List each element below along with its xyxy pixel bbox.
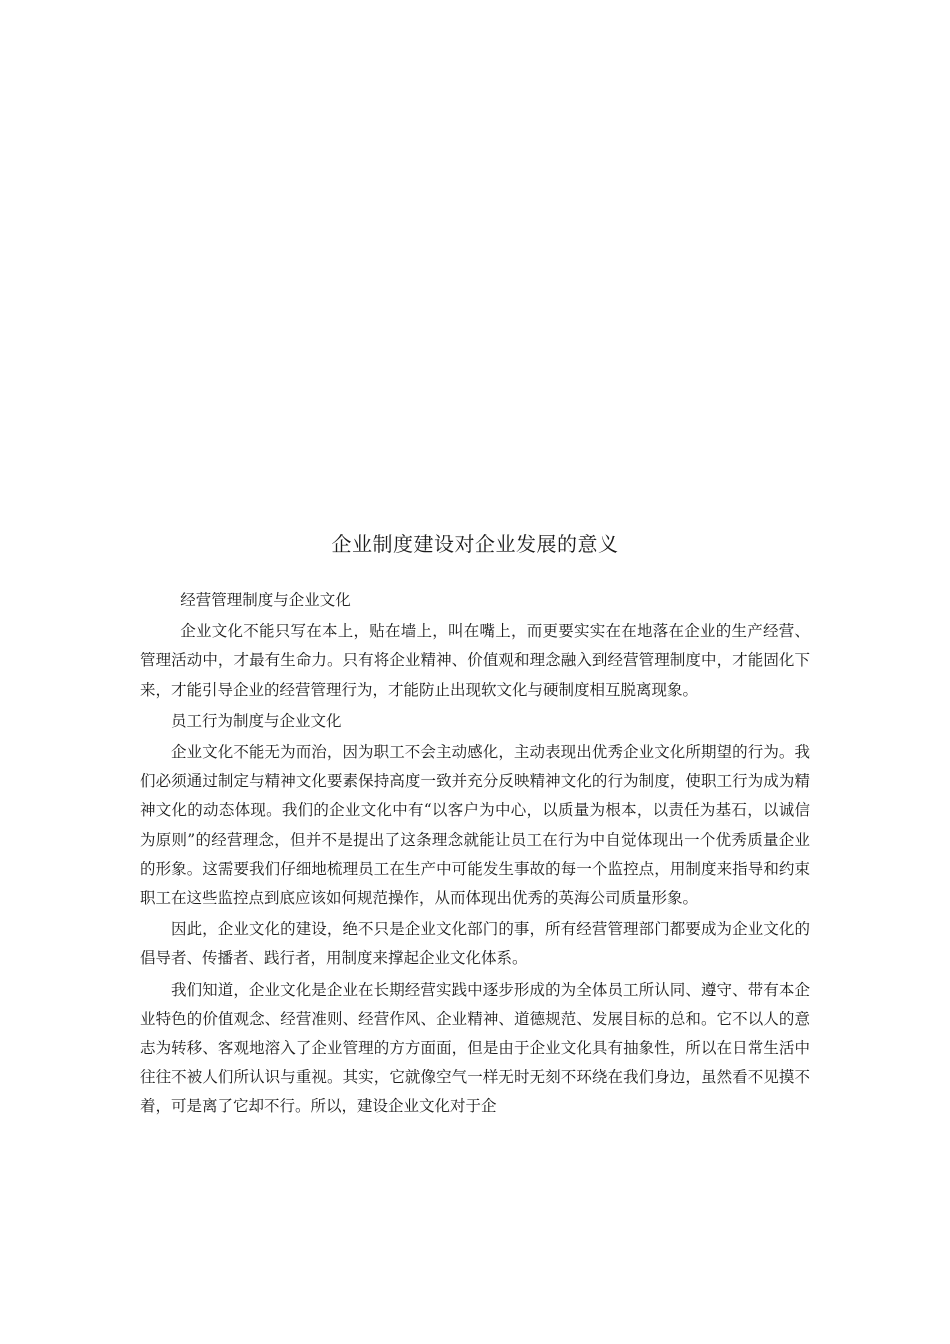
document-title: 企业制度建设对企业发展的意义 [331, 532, 619, 556]
paragraph-behavior-3: 我们知道，企业文化是企业在长期经营实践中逐步形成的为全体员工所认同、遵守、带有本企业特色的价值观念、经营准则、经营作风、企业精神、道德规范、发展目标的总和。它不以人的意志为转移、客观地溶入了企业管理的方方面面，但是由于企业文化具有抽象性，所以在日常生活中往往不被人们所认识与重视。其实，它就像空气一样无时无刻不环绕在我们身边，虽然看不见摸不着，可是离了它却不行。所以，建设企业文化对于企 [140, 980, 810, 1116]
section-heading-behavior: 员工行为制度与企业文化 [171, 711, 342, 730]
paragraph-behavior-1: 企业文化不能无为而治，因为职工不会主动感化，主动表现出优秀企业文化所期望的行为。我们必须通过制定与精神文化要素保持高度一致并充分反映精神文化的行为制度，使职工行为成为精神文化的动态体现。我们的企业文化中有“以客户为中心，以质量为根本，以责任为基石，以诚信为原则”的经营理念，但并不是提出了这条理念就能让员工在行为中自觉体现出一个优秀质量企业的形象。这需要我们仔细地梳理员工在生产中可能发生事故的每一个监控点，用制度来指导和约束职工在这些监控点到底应该如何规范操作，从而体现出优秀的英海公司质量形象。 [140, 743, 810, 908]
paragraph-management-1: 企业文化不能只写在本上，贴在墙上，叫在嘴上，而更要实实在在地落在企业的生产经营、管理活动中，才最有生命力。只有将企业精神、价值观和理念融入到经营管理制度中，才能固化下来，才能引导企业的经营管理行为，才能防止出现软文化与硬制度相互脱离现象。 [140, 622, 810, 699]
section-heading-management: 经营管理制度与企业文化 [180, 591, 351, 609]
document-body [140, 586, 810, 1124]
paragraph-behavior-2: 因此，企业文化的建设，绝不只是企业文化部门的事，所有经营管理部门都要成为企业文化的倡导者、传播者、践行者，用制度来撑起企业文化体系。 [140, 920, 810, 968]
